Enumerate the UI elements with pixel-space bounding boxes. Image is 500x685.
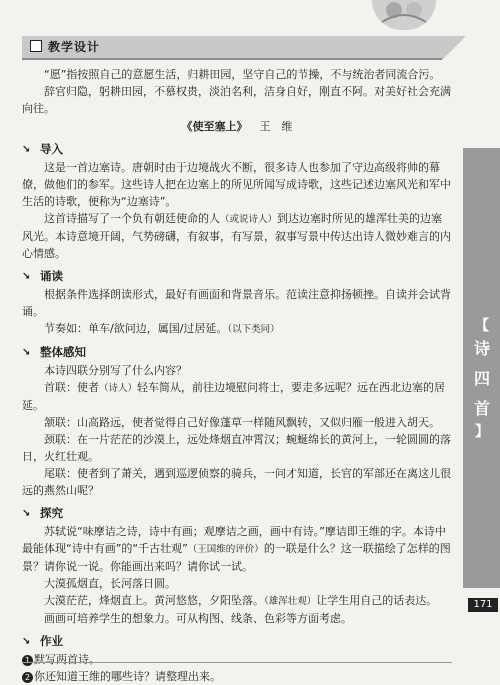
section-intro-title: 导入	[40, 142, 63, 156]
section-intro-heading	[22, 141, 452, 158]
explore-p1-a: 苏轼说“味摩诘之诗，诗中有画；观摩诘之画，画中有诗。”摩诘即王维的字。本诗中最能体现“诗中有画”的“千古壮观”	[22, 525, 446, 555]
bottom-rule	[22, 662, 452, 663]
section-marker-icon: ↘	[22, 635, 31, 647]
overall-p2-note: （诗人）	[99, 383, 138, 394]
section-homework-title: 作业	[40, 634, 63, 648]
section-overall-title: 整体感知	[40, 345, 86, 359]
explore-p3-b: 让学生用自己的话表达。	[316, 594, 438, 607]
overall-paragraph-1: 本诗四联分别写了什么内容？	[44, 364, 187, 377]
recite-paragraph-2	[22, 320, 452, 338]
intro-p2-b: 到达边塞时所见的雄浑壮美的边塞风光。本诗意境开阔，气势磅礴，有叙事，有写景，叙事写景中传达出诗人微妙难言的内心情感。	[22, 212, 451, 260]
poem-author: 王 维	[259, 120, 293, 133]
homework-item-2-text: 你还知道王维的哪些诗？请整理出来。	[34, 670, 221, 683]
intro-p2-note: （或说诗人）	[220, 214, 278, 225]
explore-p1-b: 的一联是什么？这一联描绘了怎样的图景？请你说一说。你能画出来吗？请你试一试。	[22, 542, 451, 573]
poem-title-text: 《使至塞上》	[181, 120, 248, 133]
circled-number-icon: 2	[22, 672, 33, 683]
section-marker-icon: ↘	[22, 143, 31, 155]
section-explore-heading	[22, 505, 452, 522]
homework-item-1-text: 默写两首诗。	[34, 653, 100, 666]
explore-p1-note: （王国维的评价）	[187, 544, 264, 555]
recite-paragraph-1: 根据条件选择朗读形式，最好有画面和背景音乐。范读注意抑扬顿挫。自读并会试背诵。	[22, 288, 451, 318]
content	[22, 66, 452, 685]
explore-paragraph-4: 画画可培养学生的想象力。可从构图、线条、色彩等方面考虑。	[44, 612, 352, 625]
explore-p3-a: 大漠茫茫，烽烟直上。黄河悠悠，夕阳坠落。	[44, 594, 264, 607]
overall-p2-b: 轻车简从，前往边境慰问将士，要走多远呢？远在西北边塞的居延。	[22, 381, 446, 412]
section-explore-title: 探究	[40, 506, 63, 520]
explore-paragraph-2: 大漠孤烟直，长河落日圆。	[44, 577, 176, 590]
intro-line-2: 辞官归隐，躬耕田园，不慕权贵，淡泊名利，洁身自好，刚直不阿。对美好社会充满向往。	[22, 85, 451, 115]
side-tab-char: 四	[473, 369, 490, 388]
section-homework-heading	[22, 633, 452, 650]
side-tab-char: 诗	[473, 339, 490, 358]
header-wedge	[442, 36, 466, 60]
overall-paragraph-5: 尾联：使者到了萧关，遇到巡逻侦察的骑兵，一问才知道，长官的军部还在离这儿很远的燕然山呢？	[22, 467, 451, 497]
section-overall-heading	[22, 344, 452, 361]
explore-paragraph-1	[22, 523, 452, 575]
section-marker-icon: ↘	[22, 270, 31, 282]
page-number: 171	[468, 598, 498, 612]
overall-paragraph-2	[22, 379, 452, 414]
poem-title	[22, 118, 452, 135]
overall-paragraph-3: 颔联：山高路远，使者觉得自己好像蓬草一样随风飘转，又似归雁一般进入胡天。	[44, 416, 440, 429]
intro-p2-a: 这首诗描写了一个负有朝廷使命的人	[44, 212, 220, 225]
intro-paragraph-1: 这是一首边塞诗。唐朝时由于边境战火不断，很多诗人也参加了守边高级将帅的幕僚，做他们的参军。这些诗人把在边塞上的所见所闻写成诗歌，这些记述边塞风光和军中生活的诗歌，便称为“边塞诗”。	[22, 161, 451, 208]
section-marker-icon: ↘	[22, 507, 31, 519]
recite-p2-a: 节奏如：单车/欲问边，属国/过居延。	[44, 322, 228, 335]
circled-number-icon: 1	[22, 655, 33, 666]
homework-item-1	[22, 651, 452, 668]
explore-p3-note: （雄浑壮观）	[264, 596, 317, 607]
recite-p2-note: （以下类同）	[227, 324, 280, 335]
publisher-logo	[372, 0, 436, 30]
side-tab-label: 【 诗 四 首 】	[467, 318, 497, 440]
explore-paragraph-3	[22, 592, 452, 610]
header-bar	[22, 36, 442, 60]
section-marker-icon: ↘	[22, 346, 31, 358]
homework-item-2	[22, 668, 452, 685]
side-tab-char: 首	[473, 399, 490, 418]
section-recite-title: 诵读	[40, 269, 63, 283]
overall-p2-a: 首联：使者	[44, 381, 99, 394]
overall-paragraph-4: 颈联：在一片茫茫的沙漠上，远处烽烟直冲霄汉；蜿蜒绵长的黄河上，一轮圆圆的落日，火红壮观。	[22, 433, 451, 463]
checkbox-icon	[30, 40, 42, 52]
side-tab-label-text	[467, 334, 497, 424]
intro-paragraph-2	[22, 210, 452, 262]
section-recite-heading	[22, 268, 452, 285]
header-title: 教学设计	[48, 40, 101, 54]
intro-line-1: “愿”指按照自己的意愿生活，归耕田园，坚守自己的节操，不与统治者同流合污。	[44, 68, 441, 81]
